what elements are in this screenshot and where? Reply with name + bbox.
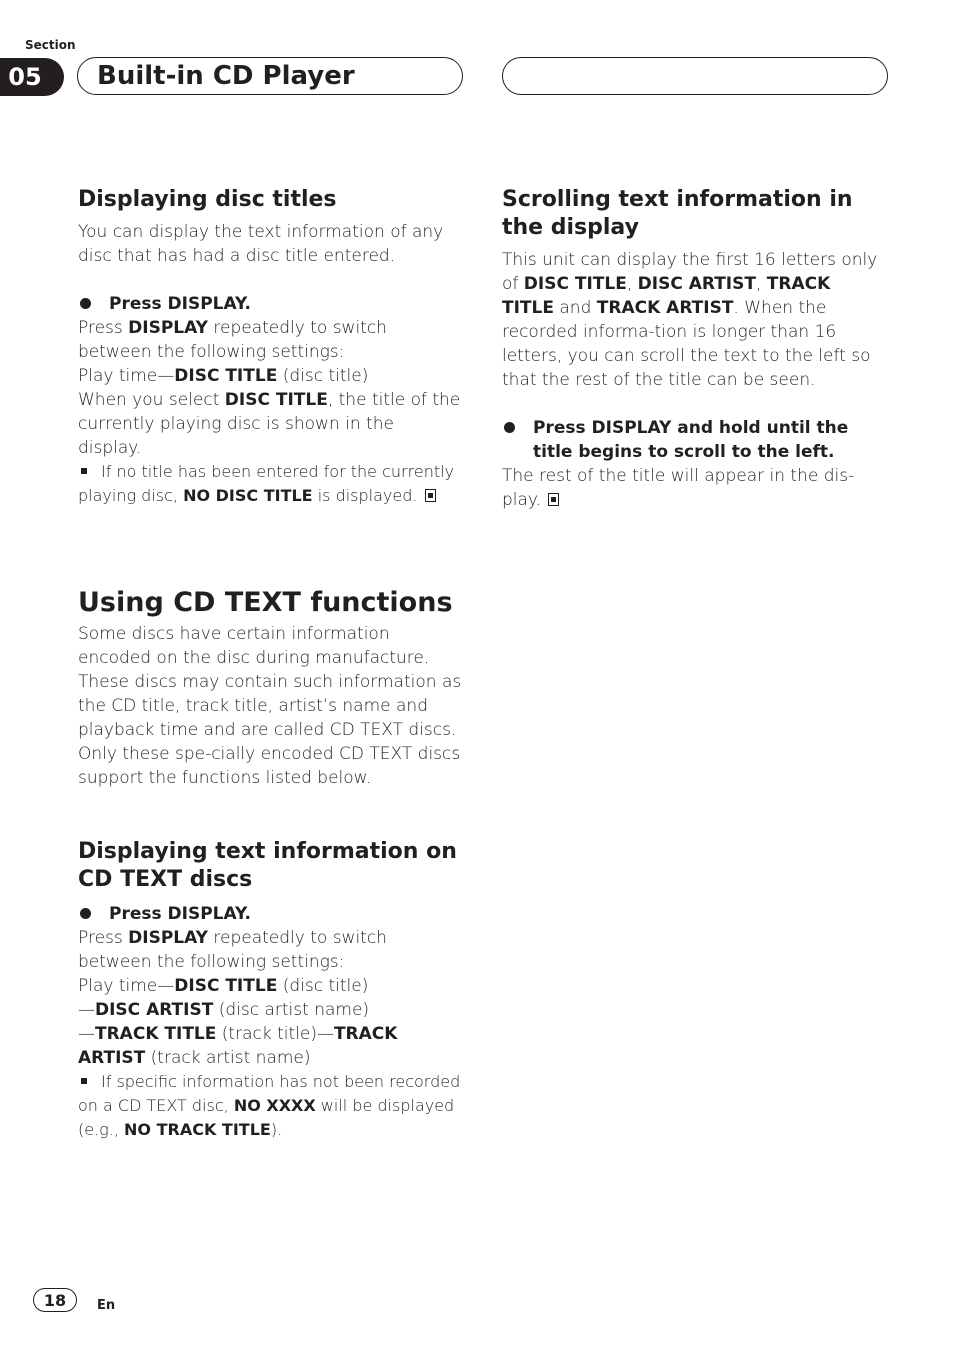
note-no-title: If no title has been entered for the currently playing disc, NO DISC TITLE is displayed.	[78, 462, 455, 505]
heading-displaying-disc-titles: Displaying disc titles	[78, 187, 337, 212]
paragraph-press-display: Press DISPLAY repeatedly to switch between the following settings:	[78, 318, 387, 362]
scrolling-paragraph: This unit can display the first 16 letters only of DISC TITLE, DISC ARTIST, TRACK TITLE and TRACK ARTIST. When the recorded informa-tion is longer than 16 letters, you can scroll the text to the left so that the rest of the title can be seen.	[502, 250, 878, 390]
cd-text-intro: Some discs have certain information encoded on the disc during manufacture. These discs may contain such information as the CD title, track title, artist’s name and playback time and are called CD TEXT discs. Only these spe-cially encoded CD TEXT discs support the functions listed below.	[78, 624, 462, 788]
language-label: En	[97, 1298, 116, 1313]
heading-using-cd-text: Using CD TEXT functions	[78, 587, 453, 618]
right-column	[502, 186, 886, 512]
note-square-icon	[81, 1078, 87, 1084]
empty-title-frame	[502, 57, 888, 95]
heading-scrolling-text: Scrolling text information in the display	[502, 187, 853, 240]
end-mark-icon	[548, 493, 559, 506]
section-label: Section	[25, 38, 76, 52]
paragraph-rest-of-title: The rest of the title will appear in the dis-play.	[502, 466, 855, 510]
chapter-title: Built-in CD Player	[77, 57, 463, 95]
paragraph-select-title: When you select DISC TITLE, the title of the currently playing disc is shown in the display.	[78, 390, 461, 458]
intro-paragraph: You can display the text information of any disc that has had a disc title entered.	[78, 222, 444, 266]
paragraph-play-time: Play time—DISC TITLE (disc title)	[78, 366, 369, 386]
note-no-xxxx: If specific information has not been recorded on a CD TEXT disc, NO XXXX will be displayed (e.g., NO TRACK TITLE).	[78, 1072, 461, 1139]
step-press-display: Press DISPLAY.	[78, 292, 462, 316]
end-mark-icon	[425, 489, 436, 502]
heading-displaying-text-info: Displaying text information on CD TEXT discs	[78, 839, 457, 892]
page-number: 18	[33, 1288, 77, 1312]
section-number-badge: 05	[0, 58, 64, 96]
paragraph-settings-sequence: Play time—DISC TITLE (disc title) —DISC ARTIST (disc artist name) —TRACK TITLE (track title)—TRACK ARTIST (track artist name)	[78, 976, 398, 1068]
left-column	[78, 186, 462, 1142]
note-square-icon	[81, 468, 87, 474]
step-press-display-2: Press DISPLAY.	[78, 902, 462, 926]
paragraph-press-display-2: Press DISPLAY repeatedly to switch between the following settings:	[78, 928, 387, 972]
step-press-hold-display: Press DISPLAY and hold until the title begins to scroll to the left.	[502, 416, 886, 464]
